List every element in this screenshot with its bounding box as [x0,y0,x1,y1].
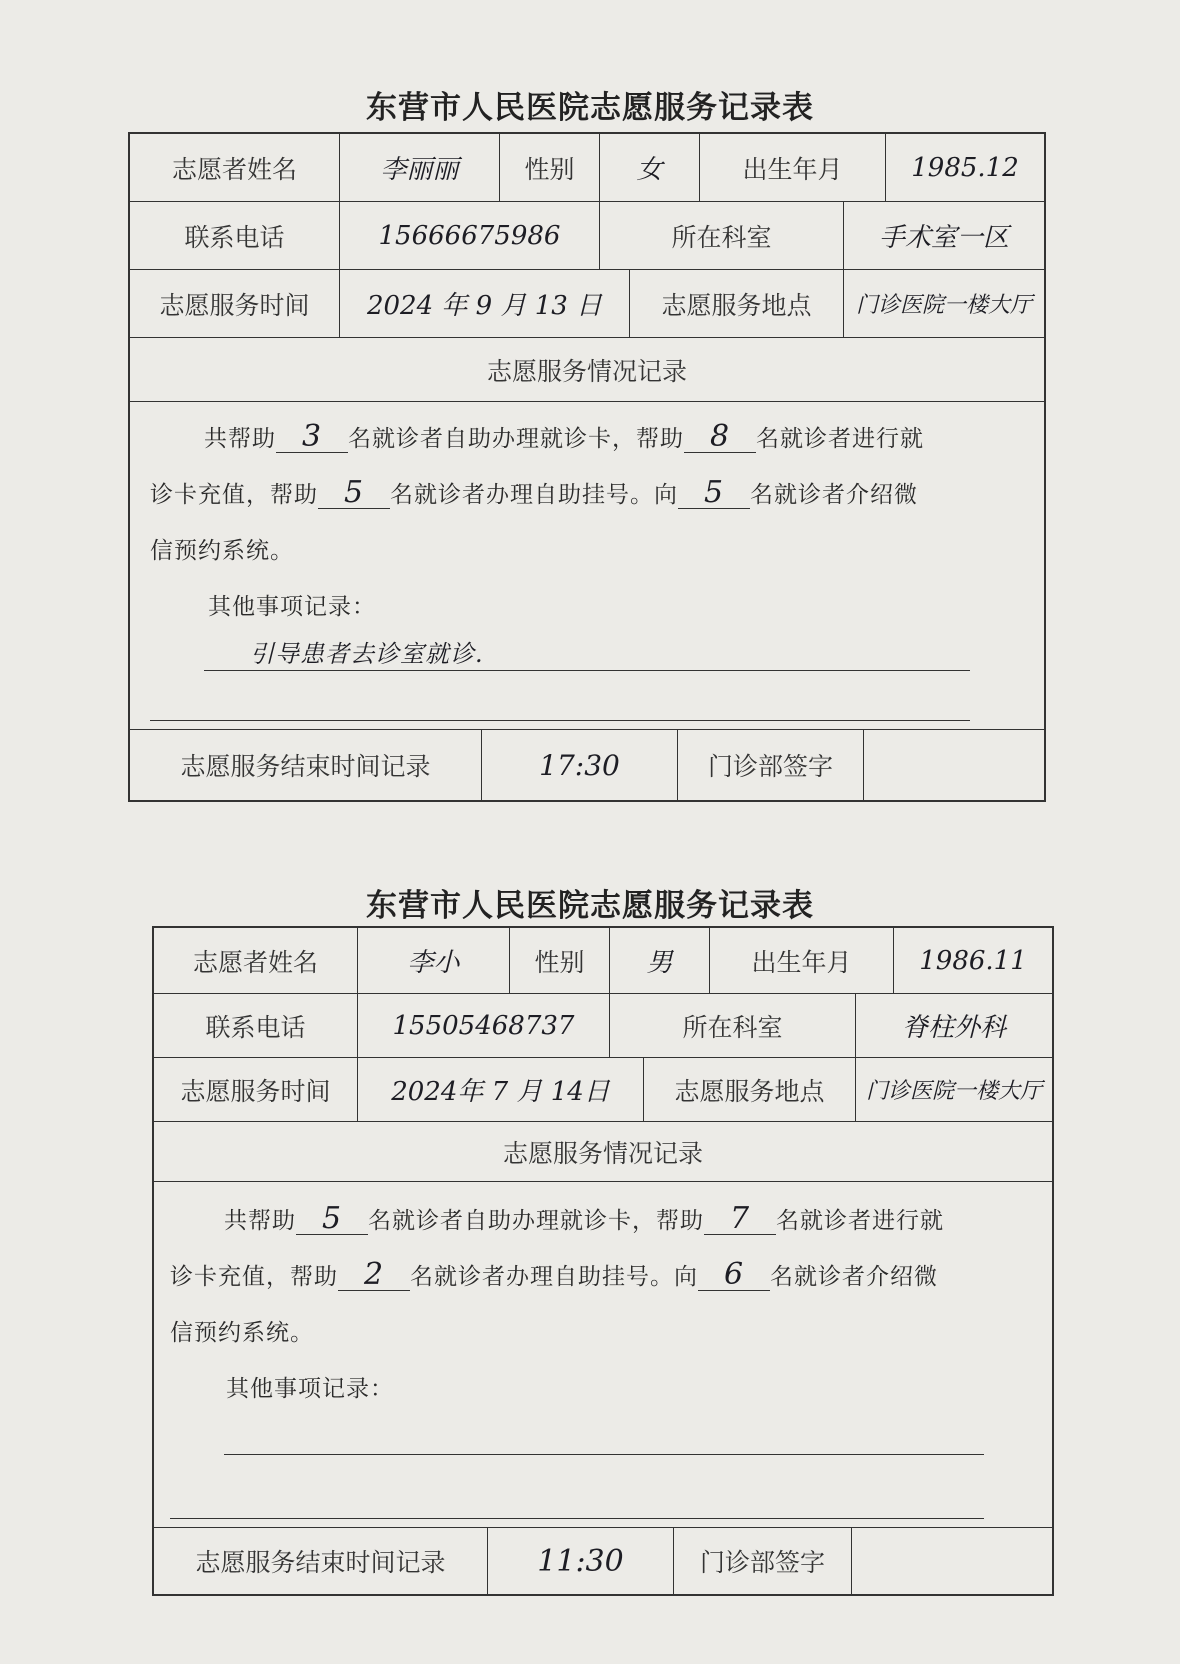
register-count: 5 [343,475,365,510]
dept-value: 脊柱外科 [856,994,1052,1058]
phone-value: 15666675986 [340,202,600,270]
end-time-label: 志愿服务结束时间记录 [130,730,482,800]
gender-value: 男 [610,928,710,994]
recharge-count-blank [704,1201,776,1236]
service-time-label: 志愿服务时间 [154,1058,358,1122]
service-time-label: 志愿服务时间 [130,270,340,338]
register-count: 2 [363,1257,385,1292]
gender-label: 性别 [500,134,600,202]
end-time-value: 11:30 [488,1528,674,1594]
cards-count: 5 [321,1201,343,1236]
wechat-count: 6 [723,1257,745,1292]
birth-value: 1986.11 [894,928,1052,994]
birth-label: 出生年月 [710,928,894,994]
signature-label: 门诊部签字 [678,730,864,800]
gender-value: 女 [600,134,700,202]
end-time-label: 志愿服务结束时间记录 [154,1528,488,1594]
other-rule-2 [170,1518,984,1519]
name-value: 李小 [358,928,510,994]
dept-value: 手术室一区 [844,202,1044,270]
name-label: 志愿者姓名 [130,134,340,202]
other-label: 其他事项记录： [208,594,376,620]
service-place-value: 门诊医院一楼大厅 [844,270,1044,338]
record-line-1: 共帮助 5 名就诊者自助办理就诊卡，帮助 7 名就诊者进行就 [224,1201,944,1236]
service-date-value: 2024年 7 月 14日 [358,1058,644,1122]
form-table [152,926,1054,1596]
record-body [154,1182,1052,1528]
name-label: 志愿者姓名 [154,928,358,994]
service-date-value: 2024 年 9 月 13 日 [340,270,630,338]
other-label: 其他事项记录： [226,1376,394,1402]
signature-value[interactable] [852,1528,1052,1594]
signature-label: 门诊部签字 [674,1528,852,1594]
service-place-label: 志愿服务地点 [644,1058,856,1122]
record-line-2: 诊卡充值，帮助 5 名就诊者办理自助挂号。向 5 名就诊者介绍微 [150,475,918,510]
end-time-value: 17:30 [482,730,678,800]
cards-count: 3 [301,419,323,454]
phone-value: 15505468737 [358,994,610,1058]
name-value: 李丽丽 [340,134,500,202]
record-line-3: 信预约系统。 [170,1320,314,1346]
wechat-count: 5 [703,475,725,510]
record-line-3: 信预约系统。 [150,538,294,564]
register-count-blank [338,1257,410,1292]
birth-value: 1985.12 [886,134,1044,202]
wechat-count-blank [698,1257,770,1292]
form-title: 东营市人民医院志愿服务记录表 [366,888,814,924]
gender-label: 性别 [510,928,610,994]
record-line-1: 共帮助 3 名就诊者自助办理就诊卡，帮助 8 名就诊者进行就 [204,419,924,454]
dept-label: 所在科室 [600,202,844,270]
service-place-label: 志愿服务地点 [630,270,844,338]
record-line-2: 诊卡充值，帮助 2 名就诊者办理自助挂号。向 6 名就诊者介绍微 [170,1257,938,1292]
recharge-count: 8 [709,419,731,454]
record-header: 志愿服务情况记录 [130,338,1044,402]
other-rule-1 [224,1454,984,1455]
form-title: 东营市人民医院志愿服务记录表 [366,90,814,126]
other-note: 引导患者去诊室就诊. [250,640,484,668]
dept-label: 所在科室 [610,994,856,1058]
phone-label: 联系电话 [130,202,340,270]
recharge-count: 7 [729,1201,751,1236]
birth-label: 出生年月 [700,134,886,202]
phone-label: 联系电话 [154,994,358,1058]
service-place-value: 门诊医院一楼大厅 [856,1058,1052,1122]
cards-count-blank [296,1201,368,1236]
record-header: 志愿服务情况记录 [154,1122,1052,1182]
